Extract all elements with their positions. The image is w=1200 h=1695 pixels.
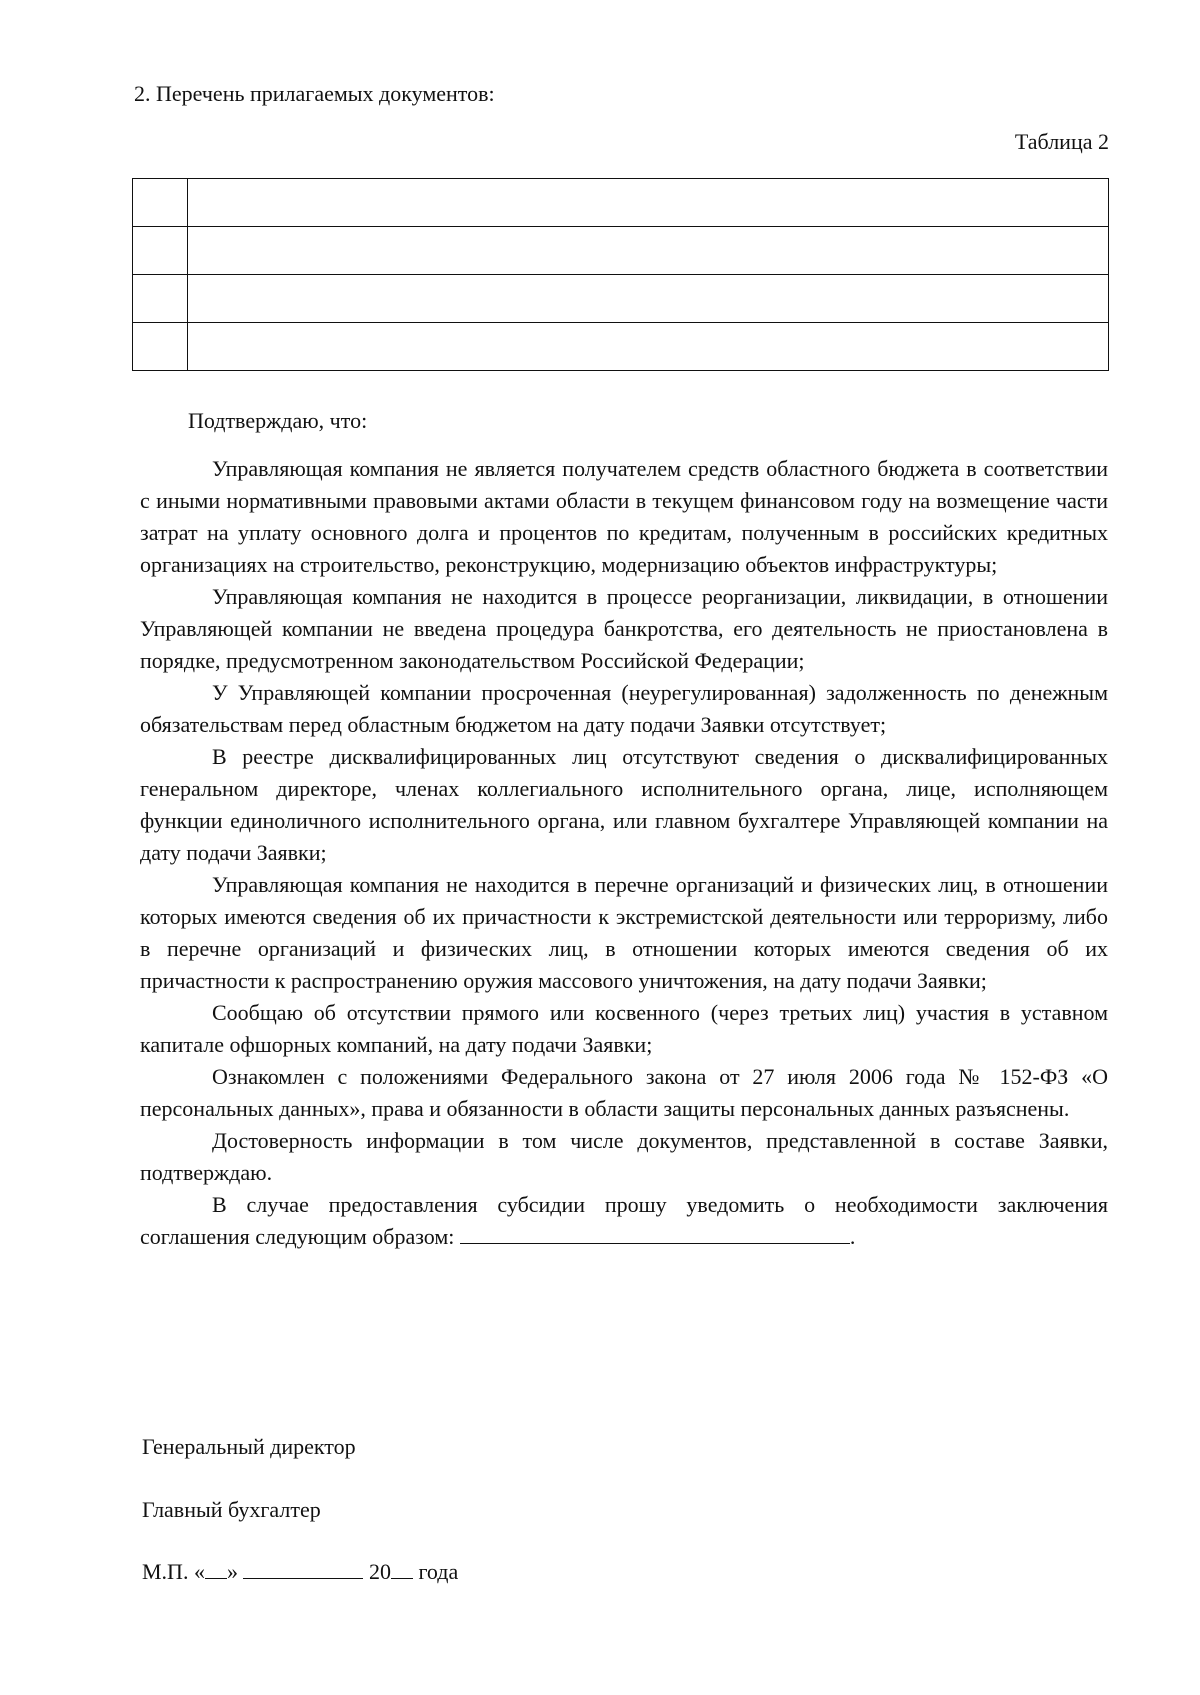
paragraph-not-recipient: Управляющая компания не является получателем средств областного бюджета в соответствии с иными нормативными правовыми актами области в текущем финансовом году на возмещение части затрат на уплату основного долга и процентов по кредитам, полученным в российских кредитных организациях на строительство, реконструкцию, модернизацию объектов инфраструктуры; [140, 456, 1108, 577]
row-number-cell [133, 275, 188, 323]
date-line [142, 1558, 458, 1586]
table-row [133, 227, 1109, 275]
paragraph-no-disqualified: В реестре дисквалифицированных лиц отсутствуют сведения о дисквалифицированных генеральном директоре, членах коллегиального исполнительного органа, лице, исполняющем функции единоличного исполнительного органа, или главном бухгалтере Управляющей компании на дату подачи Заявки; [140, 744, 1108, 865]
notification-method-blank[interactable] [460, 1223, 850, 1244]
table-row [133, 179, 1109, 227]
paragraph-no-debt: У Управляющей компании просроченная (неурегулированная) задолженность по денежным обязательствам перед областным бюджетом на дату подачи Заявки отсутствует; [140, 680, 1108, 737]
document-name-cell [188, 323, 1109, 371]
confirmation-body [140, 453, 1108, 1253]
year-prefix: 20 [368, 1559, 391, 1584]
paragraph-no-offshore: Сообщаю об отсутствии прямого или косвенного (через третьих лиц) участия в уставном капитале офшорных компаний, на дату подачи Заявки; [140, 1000, 1108, 1057]
notification-trailing: . [849, 1224, 856, 1249]
date-prefix: М.П. « [142, 1559, 205, 1584]
document-name-cell [188, 227, 1109, 275]
notification-text: В случае предоставления субсидии прошу уведомить о необходимости заключения соглашения следующим образом: [140, 1192, 1108, 1249]
accountant-signature-label: Главный бухгалтер [142, 1497, 321, 1522]
date-suffix: года [418, 1559, 459, 1584]
row-number-cell [133, 179, 188, 227]
section-title: 2. Перечень прилагаемых документов: [134, 81, 495, 106]
month-blank[interactable] [243, 1558, 363, 1579]
year-blank[interactable] [391, 1558, 413, 1579]
paragraph-no-extremism: Управляющая компания не находится в перечне организаций и физических лиц, в отношении которых имеются сведения об их причастности к экстремистской деятельности или терроризму, либо в перечне организаций и физических лиц, в отношении которых имеются сведения об их причастности к распространению оружия массового уничтожения, на дату подачи Заявки; [140, 872, 1108, 993]
row-number-cell [133, 227, 188, 275]
confirm-heading: Подтверждаю, что: [188, 408, 368, 433]
document-name-cell [188, 179, 1109, 227]
table-caption: Таблица 2 [1014, 129, 1109, 154]
table-row [133, 275, 1109, 323]
paragraph-personal-data: Ознакомлен с положениями Федерального закона от 27 июля 2006 года № 152-ФЗ «О персональных данных», права и обязанности в области защиты персональных данных разъяснены. [140, 1064, 1108, 1121]
documents-table [132, 178, 1109, 371]
date-after-day: » [226, 1559, 238, 1584]
table-row [133, 323, 1109, 371]
row-number-cell [133, 323, 188, 371]
document-name-cell [188, 275, 1109, 323]
paragraph-notification [140, 1189, 1108, 1253]
director-signature-label: Генеральный директор [142, 1434, 356, 1459]
paragraph-no-reorganization: Управляющая компания не находится в процессе реорганизации, ликвидации, в отношении Управляющей компании не введена процедура банкротства, его деятельность не приостановлена в порядке, предусмотренном законодательством Российской Федерации; [140, 584, 1108, 673]
day-blank[interactable] [205, 1558, 227, 1579]
paragraph-reliability: Достоверность информации в том числе документов, представленной в составе Заявки, подтверждаю. [140, 1128, 1108, 1185]
